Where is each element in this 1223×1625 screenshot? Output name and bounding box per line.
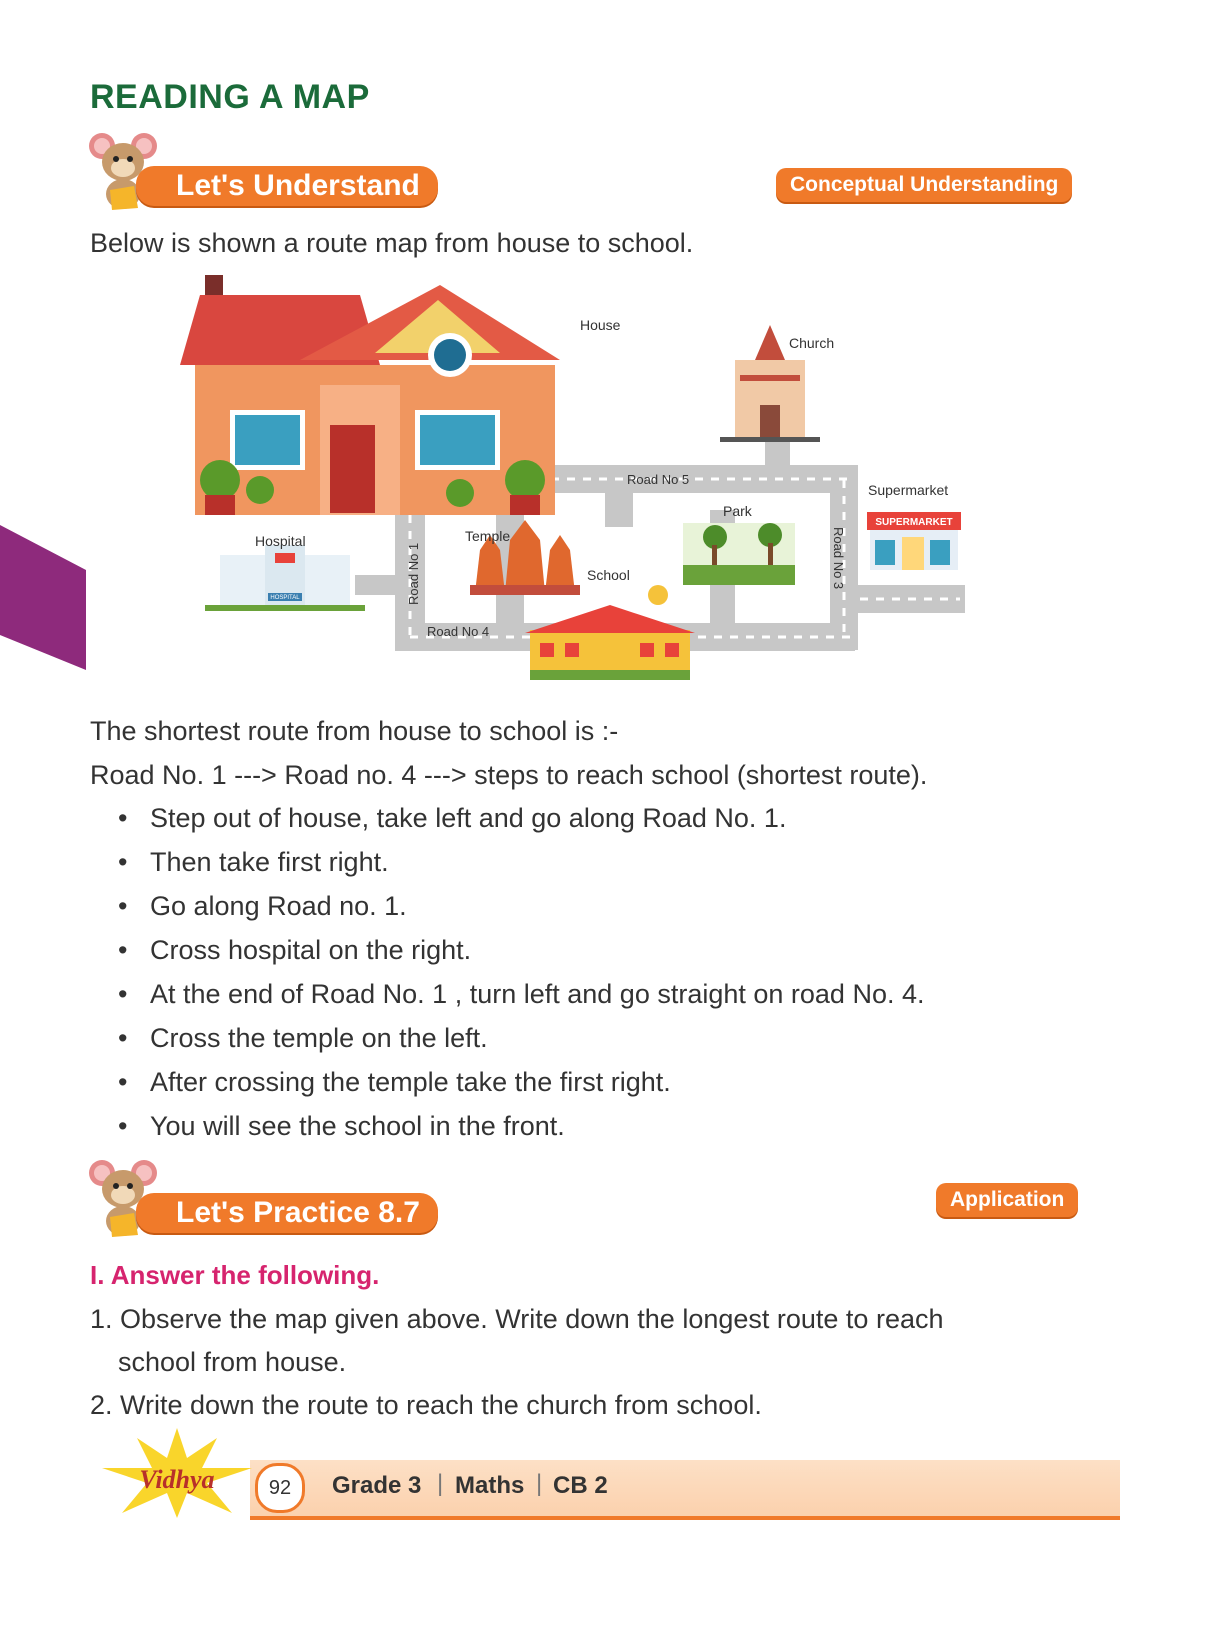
house-label: House xyxy=(580,317,621,333)
school-label: School xyxy=(587,567,630,583)
route-step: • You will see the school in the front. xyxy=(118,1104,1078,1148)
route-step: • Cross hospital on the right. xyxy=(118,928,1078,972)
hospital-icon xyxy=(205,545,365,611)
route-step: • Then take first right. xyxy=(118,840,1078,884)
vidhya-logo xyxy=(92,1428,262,1518)
route-step: • Go along Road no. 1. xyxy=(118,884,1078,928)
temple-label: Temple xyxy=(465,528,511,544)
road-3-label: Road No 3 xyxy=(831,527,846,590)
side-tab xyxy=(0,525,90,675)
route-summary: Road No. 1 ---> Road no. 4 ---> steps to reach school (shortest route). xyxy=(90,760,928,790)
school-icon xyxy=(525,585,695,680)
route-map xyxy=(180,265,980,695)
page-title: READING A MAP xyxy=(90,78,370,116)
footer-divider: | xyxy=(437,1470,444,1497)
church-label: Church xyxy=(789,335,835,351)
footer-subject: Maths xyxy=(455,1472,525,1499)
park-icon xyxy=(683,523,795,585)
application-tag: Application xyxy=(936,1183,1078,1217)
footer-book: CB 2 xyxy=(553,1472,608,1499)
route-steps xyxy=(118,796,1078,1148)
footer-grade: Grade 3 xyxy=(332,1472,422,1499)
practice-heading: I. Answer the following. xyxy=(90,1260,380,1290)
supermarket-icon xyxy=(867,512,961,570)
page-number: 92 xyxy=(255,1463,305,1513)
hospital-sign: HOSPITAL xyxy=(270,595,300,601)
question-1-line-2: school from house. xyxy=(118,1347,347,1377)
question-2: 2. Write down the route to reach the church from school. xyxy=(90,1390,762,1420)
route-intro: The shortest route from house to school is :- xyxy=(90,716,619,746)
intro-text: Below is shown a route map from house to school. xyxy=(90,228,694,258)
lets-understand-label: Let's Understand xyxy=(136,166,438,206)
logo-text: Vidhya xyxy=(139,1465,215,1494)
route-step: • At the end of Road No. 1 , turn left and go straight on road No. 4. xyxy=(118,972,1078,1016)
road-5-label: Road No 5 xyxy=(627,472,690,487)
conceptual-understanding-tag: Conceptual Understanding xyxy=(776,168,1072,202)
route-step: • Step out of house, take left and go along Road No. 1. xyxy=(118,796,1078,840)
route-step: • Cross the temple on the left. xyxy=(118,1016,1078,1060)
supermarket-label: Supermarket xyxy=(868,482,949,498)
hospital-label: Hospital xyxy=(255,533,306,549)
supermarket-sign: SUPERMARKET xyxy=(875,517,953,528)
road-1-label: Road No 1 xyxy=(406,542,421,605)
question-1-line-1: 1. Observe the map given above. Write down the longest route to reach xyxy=(90,1304,944,1334)
park-label: Park xyxy=(723,503,752,519)
house-icon xyxy=(180,275,560,515)
lets-practice-label: Let's Practice 8.7 xyxy=(136,1193,438,1233)
route-step: • After crossing the temple take the first right. xyxy=(118,1060,1078,1104)
road-4-label: Road No 4 xyxy=(427,624,490,639)
footer-divider: | xyxy=(536,1470,543,1497)
